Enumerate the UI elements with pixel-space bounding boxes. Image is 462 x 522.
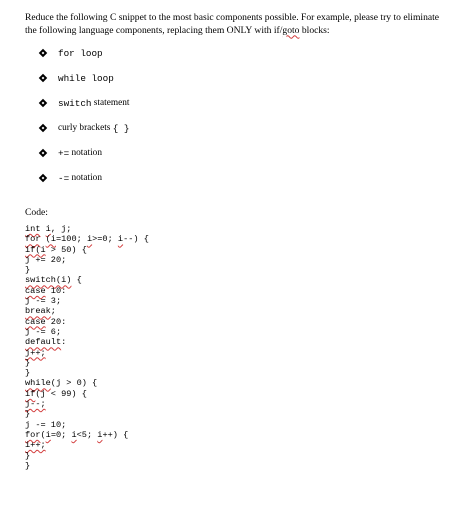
instructions-text-end: blocks: bbox=[299, 24, 330, 36]
code-line bbox=[25, 378, 149, 388]
requirement-item bbox=[39, 46, 103, 60]
code-token: <5; bbox=[76, 429, 98, 440]
code-token-underlined: i bbox=[45, 429, 51, 440]
code-token-underlined: i bbox=[97, 429, 103, 440]
code-line bbox=[25, 245, 149, 255]
requirement-item bbox=[39, 121, 129, 135]
code-line bbox=[25, 409, 149, 419]
code-line bbox=[25, 430, 149, 440]
code-token-underlined: case bbox=[25, 285, 46, 296]
code-line bbox=[25, 368, 149, 378]
code-line bbox=[25, 286, 149, 296]
code-token-underlined: int bbox=[25, 224, 41, 234]
code-token-underlined: default bbox=[25, 337, 62, 348]
code-token-underlined: j++; bbox=[25, 347, 46, 358]
requirement-text: { } bbox=[112, 122, 130, 134]
code-token-underlined: for bbox=[25, 234, 41, 245]
code-line bbox=[25, 451, 149, 461]
code-token-underlined: i bbox=[71, 429, 77, 440]
code-token: ; bbox=[50, 306, 56, 317]
code-token-underlined: break bbox=[25, 306, 51, 317]
code-token: , j; bbox=[50, 224, 72, 234]
goto-keyword: goto bbox=[282, 24, 300, 36]
code-line bbox=[25, 224, 149, 234]
diamond-bullet-icon bbox=[39, 124, 47, 132]
code-token: =100; bbox=[55, 234, 87, 245]
code-line bbox=[25, 317, 149, 327]
code-line bbox=[25, 389, 149, 399]
code-token: j -= 10; bbox=[25, 419, 67, 430]
code-token-underlined: if(i bbox=[25, 244, 46, 255]
code-token: } bbox=[25, 357, 31, 368]
code-token: } bbox=[25, 368, 31, 379]
code-token: 20: bbox=[45, 316, 67, 327]
code-token: (j > 0) { bbox=[50, 378, 98, 389]
code-line bbox=[25, 296, 149, 306]
code-token-underlined: (i bbox=[45, 234, 56, 245]
code-token-underlined: i bbox=[117, 234, 124, 245]
code-token: > 50) { bbox=[45, 244, 87, 255]
requirement-text: curly brackets bbox=[58, 123, 113, 133]
code-token: } bbox=[25, 265, 31, 276]
code-token-underlined: while bbox=[25, 378, 51, 389]
code-token-underlined: j--; bbox=[25, 399, 46, 410]
code-token: } bbox=[25, 450, 31, 461]
requirement-text: while loop bbox=[58, 72, 114, 84]
code-token-underlined: if bbox=[25, 388, 36, 399]
code-token: j += 20; bbox=[25, 254, 67, 265]
code-token: ( bbox=[40, 429, 46, 440]
code-line bbox=[25, 275, 149, 285]
code-token: >=0; bbox=[92, 234, 118, 245]
code-line bbox=[25, 348, 149, 358]
requirement-text: switch bbox=[58, 97, 92, 109]
code-token: j -= 3; bbox=[25, 296, 62, 307]
code-line bbox=[25, 234, 149, 244]
code-block bbox=[25, 224, 149, 471]
diamond-bullet-icon bbox=[39, 49, 47, 57]
code-token: } bbox=[25, 409, 31, 420]
code-token: : bbox=[61, 337, 67, 348]
code-token: =0; bbox=[50, 429, 72, 440]
requirement-text: statement bbox=[91, 98, 130, 108]
requirement-text: notation bbox=[69, 148, 102, 158]
code-token-underlined: for bbox=[25, 429, 41, 440]
code-token: j -= 6; bbox=[25, 326, 62, 337]
instructions-text: Reduce the following C snippet to the most basic components possible. For example, please try to eliminate the following language components, replacing them ONLY with if/ bbox=[25, 12, 440, 36]
requirement-text: += bbox=[58, 147, 70, 159]
code-token-underlined: switch(i) bbox=[25, 275, 72, 286]
code-line bbox=[25, 420, 149, 430]
requirement-item bbox=[39, 96, 129, 110]
requirement-item bbox=[39, 146, 102, 160]
instructions-paragraph bbox=[25, 12, 445, 37]
diamond-bullet-icon bbox=[39, 149, 47, 157]
requirement-text: -= bbox=[58, 172, 70, 184]
code-label: Code: bbox=[25, 207, 48, 218]
code-token-underlined: i bbox=[86, 234, 93, 245]
diamond-bullet-icon bbox=[39, 74, 47, 82]
code-token: { bbox=[71, 275, 82, 286]
code-token: 10: bbox=[45, 285, 67, 296]
requirement-item bbox=[39, 171, 102, 185]
code-line bbox=[25, 461, 149, 471]
code-line bbox=[25, 358, 149, 368]
code-line bbox=[25, 306, 149, 316]
requirement-item bbox=[39, 71, 114, 85]
code-line bbox=[25, 327, 149, 337]
code-line bbox=[25, 337, 149, 347]
code-token-underlined: case bbox=[25, 316, 46, 327]
diamond-bullet-icon bbox=[39, 174, 47, 182]
code-line bbox=[25, 265, 149, 275]
code-token: } bbox=[25, 460, 31, 471]
requirement-text: notation bbox=[69, 173, 102, 183]
code-token: (j < 99) { bbox=[35, 388, 87, 399]
code-line bbox=[25, 440, 149, 450]
code-line bbox=[25, 399, 149, 409]
code-token-underlined: i bbox=[45, 224, 51, 234]
code-token: ++) { bbox=[102, 429, 129, 440]
requirement-text: for loop bbox=[58, 47, 103, 59]
diamond-bullet-icon bbox=[39, 99, 47, 107]
code-token: --) { bbox=[123, 234, 149, 245]
code-line bbox=[25, 255, 149, 265]
code-token-underlined: i++; bbox=[25, 440, 46, 451]
